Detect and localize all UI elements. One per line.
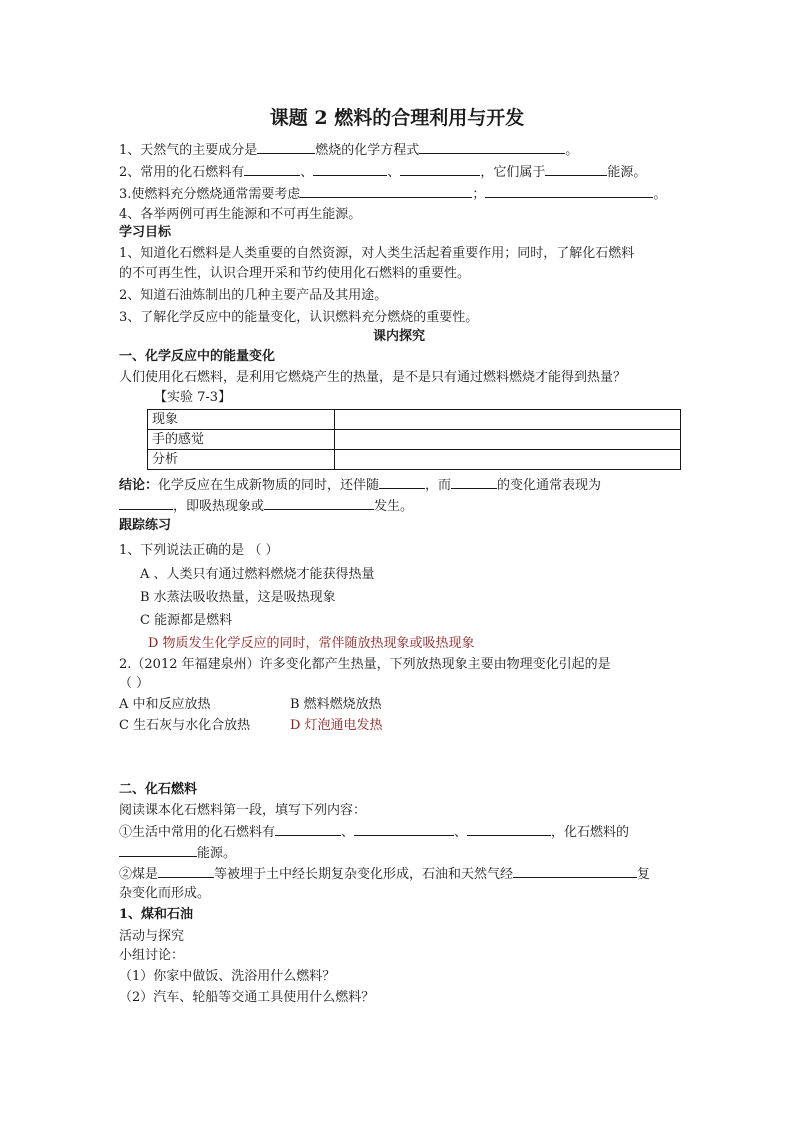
blank[interactable] [354, 822, 454, 836]
blank[interactable] [400, 162, 480, 176]
table-cell-label: 分析 [148, 450, 335, 470]
blank[interactable] [313, 162, 387, 176]
inclass-heading: 课内探究 [372, 329, 425, 344]
q1-option-d[interactable]: D 物质发生化学反应的同时，常伴随放热现象或吸热现象 [148, 636, 475, 651]
blank[interactable] [119, 843, 197, 857]
fossil-fuel-line-2: 能源。 [119, 843, 679, 864]
table-cell-label: 手的感觉 [148, 430, 335, 450]
practice-q1: 1、下列说法正确的是 （ ） [119, 543, 279, 558]
table-row [148, 450, 681, 470]
q1-option-a[interactable]: A 、人类只有通过燃料燃烧才能获得热量 [140, 567, 375, 582]
blank[interactable] [257, 140, 315, 154]
blank[interactable] [545, 162, 607, 176]
table-cell-answer[interactable] [335, 410, 681, 430]
q2-option-d[interactable]: D 灯泡通电发热 [290, 718, 383, 733]
experiment-label: 【实验 7-3】 [154, 390, 232, 405]
table-cell-label: 现象 [148, 410, 335, 430]
goal-2: 2、知道石油炼制出的几种主要产品及其用途。 [119, 288, 388, 303]
practice-heading: 跟踪练习 [119, 518, 172, 533]
blank[interactable] [300, 184, 472, 198]
preview-q4: 4、各举两例可再生能源和不可再生能源。 [119, 207, 362, 222]
preview-q1: 1、天然气的主要成分是 燃烧的化学方程式 。 [119, 140, 679, 161]
table-cell-answer[interactable] [335, 430, 681, 450]
blank[interactable] [264, 496, 374, 510]
blank[interactable] [244, 162, 300, 176]
practice-q2-paren: （ ） [119, 676, 150, 691]
section1-heading: 一、化学反应中的能量变化 [119, 349, 276, 364]
blank[interactable] [419, 140, 565, 154]
q1-option-b[interactable]: B 水蒸法吸收热量，这是吸热现象 [140, 590, 336, 605]
goal-1b: 的不可再生性，认识合理开采和节约使用化石燃料的重要性。 [119, 266, 471, 281]
subsection-coal-oil: 1、煤和石油 [119, 907, 194, 922]
q1-option-c[interactable]: C 能源都是燃料 [140, 613, 233, 628]
table-row [148, 410, 681, 430]
table-cell-answer[interactable] [335, 450, 681, 470]
preview-q2: 2、常用的化石燃料有 、 、 ，它们属于 能源。 [119, 162, 679, 183]
group-discussion-label: 小组讨论： [119, 948, 185, 963]
goal-3: 3、了解化学反应中的能量变化，认识燃料充分燃烧的重要性。 [119, 310, 479, 325]
coal-line-2: 杂变化而形成。 [119, 886, 211, 901]
goal-1a: 1、知道化石燃料是人类重要的自然资源，对人类生活起着重要作用；同时，了解化石燃料 [119, 246, 635, 261]
goals-heading: 学习目标 [119, 225, 172, 240]
page-title: 课题 2 燃料的合理利用与开发 [269, 107, 525, 129]
blank[interactable] [513, 864, 637, 878]
preview-q3: 3.使燃料充分燃烧通常需要考虑 ； 。 [119, 184, 679, 205]
experiment-table [147, 409, 681, 470]
q2-option-c[interactable]: C 生石灰与水化合放热 [119, 718, 251, 733]
blank[interactable] [275, 822, 341, 836]
activity-label: 活动与探究 [119, 929, 185, 944]
section2-intro: 阅读课本化石燃料第一段，填写下列内容： [119, 803, 367, 818]
practice-q2: 2.（2012 年福建泉州）许多变化都产生热量，下列放热现象主要由物理变化引起的是 [119, 657, 611, 672]
coal-line-1: ②煤是 等被埋于土中经长期复杂变化形成，石油和天然气经 复 [119, 864, 679, 885]
blank[interactable] [485, 184, 653, 198]
discussion-q1: （1）你家中做饭、洗浴用什么燃料？ [119, 969, 336, 984]
blank[interactable] [119, 496, 173, 510]
blank[interactable] [379, 475, 425, 489]
q2-option-a[interactable]: A 中和反应放热 [119, 697, 211, 712]
section1-question: 人们使用化石燃料，是利用它燃烧产生的热量，是不是只有通过燃料燃烧才能得到热量？ [119, 370, 627, 385]
conclusion-line-2: ，即吸热现象或 发生。 [119, 496, 679, 517]
blank[interactable] [467, 822, 551, 836]
fossil-fuel-line-1: ①生活中常用的化石燃料有 、 、 ，化石燃料的 [119, 822, 679, 843]
conclusion-line-1: 结论：化学反应在生成新物质的同时，还伴随 ，而 的变化通常表现为 [119, 475, 679, 496]
blank[interactable] [158, 864, 214, 878]
discussion-q2: （2）汽车、轮船等交通工具使用什么燃料？ [119, 990, 375, 1005]
table-row [148, 430, 681, 450]
blank[interactable] [451, 475, 497, 489]
q2-option-b[interactable]: B 燃料燃烧放热 [290, 697, 382, 712]
section2-heading: 二、化石燃料 [119, 782, 198, 797]
